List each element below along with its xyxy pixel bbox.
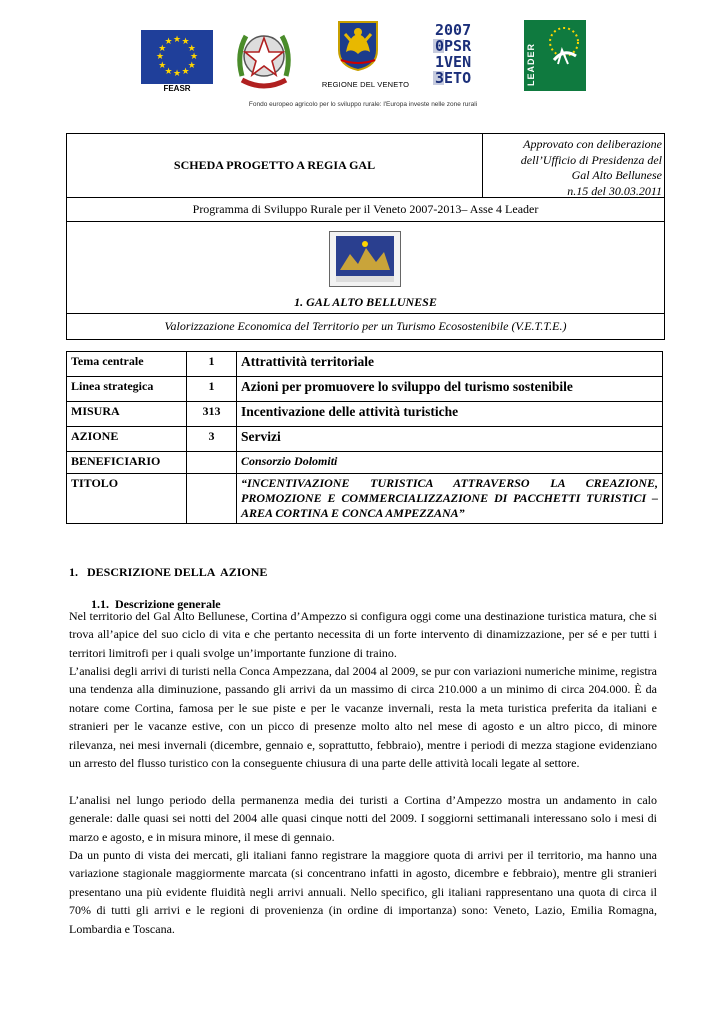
row-code: 1	[187, 352, 237, 377]
table-row	[67, 377, 663, 402]
beneficiario-value: Consorzio Dolomiti	[237, 452, 663, 474]
table-row	[67, 402, 663, 427]
row-code: 313	[187, 402, 237, 427]
psr-row-4: 3ETO	[435, 69, 472, 87]
table-row	[67, 352, 663, 377]
titolo-value: “INCENTIVAZIONE TURISTICA ATTRAVERSO LA CREAZIONE, PROMOZIONE E COMMERCIALIZZAZIONE DI PACCHETTI TURISTICI – AREA CORTINA E CONCA AMPEZZANA”	[237, 474, 663, 524]
subsection-heading: 1.1. Descrizione generale	[91, 597, 221, 611]
approval-note	[485, 137, 662, 199]
row-label: MISURA	[67, 402, 187, 427]
feasr-label: FEASR	[163, 84, 191, 93]
psr-row-2: 0PSR	[435, 37, 472, 55]
approval-line: Gal Alto Bellunese	[571, 168, 662, 182]
table-row	[67, 427, 663, 452]
scheda-title: SCHEDA PROGETTO A REGIA GAL	[173, 158, 376, 172]
row-label: AZIONE	[67, 427, 187, 452]
eu-star-icon: ★	[187, 43, 196, 54]
eu-star-icon: ★	[158, 43, 167, 54]
approval-line: n.15 del 30.03.2011	[567, 183, 662, 198]
paragraph: L’analisi degli arrivi di turisti nella Conca Ampezzana, dal 2004 al 2009, se pur con variazioni numeriche minime, registra una tendenza alla diminuzione, passando gli arrivi da un massimo di circa 210.000 a un minimo di circa 204.000. È da notare come Cortina, famosa per le sue piste e per le vacanze invernali, resta la meta turistica preferita da italiani e stranieri per le vacanze estive, con un picco di presenze molto alto nel mese di agosto e un altro picco, di minore rilevanza, nei mesi invernali (dicembre, gennaio e, soprattutto, febbraio), mentre i periodi di mezza stagione evidenziano un arresto del flusso turistico con la conseguente chiusura di una parte delle attività locali legate al settore.	[69, 664, 657, 771]
psr-row-1: 2007	[435, 21, 472, 39]
project-info-table	[66, 351, 663, 524]
row-code	[187, 474, 237, 524]
vette-subtitle: Valorizzazione Economica del Territorio per un Turismo Ecosostenibile (V.E.T.T.E.)	[164, 319, 567, 333]
gal-emblem-icon	[330, 232, 400, 286]
gal-title: 1. GAL ALTO BELLUNESE	[294, 295, 437, 309]
eu-star-icon: ★	[181, 37, 190, 48]
row-value: Attrattività territoriale	[237, 352, 663, 377]
eu-star-icon: ★	[158, 60, 167, 71]
eu-star-icon: ★	[156, 52, 165, 62]
regione-veneto-lion-logo	[337, 20, 379, 72]
eu-star-icon: ★	[181, 66, 190, 77]
eu-star-icon: ★	[187, 60, 196, 71]
leader-logo	[524, 20, 586, 91]
table-row	[67, 474, 663, 524]
leader-label: LEADER	[526, 42, 536, 86]
eu-star-icon: ★	[164, 66, 173, 77]
approval-line: Approvato con deliberazione	[523, 137, 662, 151]
eu-flag-logo	[141, 30, 213, 84]
row-code: 3	[187, 427, 237, 452]
eu-star-icon: ★	[190, 52, 199, 62]
header-box	[66, 133, 665, 340]
gal-alto-bellunese-emblem	[329, 231, 401, 287]
row-value: Incentivazione delle attività turistiche	[237, 402, 663, 427]
paragraph: Da un punto di vista dei mercati, gli italiani fanno registrare la maggiore quota di arrivi per il territorio, ma hanno una variazione stagionale maggiormente marcata (si concentrano infatti in agosto, dicembre e febbraio), mentre gli stranieri presentano una più evidente fluidità negli arrivi annuali. Nello specifico, gli italiani rappresentano una quota di circa il 70% di tutti gli arrivi e le regioni di provenienza (in ordine di importanza) sono: Veneto, Lazio, Emilia Romagna, Lombardia e Toscana.	[69, 848, 657, 936]
row-code	[187, 452, 237, 474]
row-code: 1	[187, 377, 237, 402]
fondo-caption: Fondo europeo agricolo per lo sviluppo rurale: l'Europa investe nelle zone rurali	[248, 101, 478, 108]
row-value: Servizi	[237, 427, 663, 452]
row-value: Azioni per promuovere lo sviluppo del turismo sostenibile	[237, 377, 663, 402]
approval-line: dell’Ufficio di Presidenza del	[520, 152, 662, 167]
row-label: TITOLO	[67, 474, 187, 524]
row-label: Linea strategica	[67, 377, 187, 402]
section-heading: 1. DESCRIZIONE DELLA AZIONE	[69, 565, 268, 579]
programma-line: Programma di Sviluppo Rurale per il Veneto 2007-2013– Asse 4 Leader	[192, 202, 539, 216]
italian-republic-emblem	[232, 24, 296, 94]
table-row	[67, 452, 663, 474]
eu-star-icon: ★	[173, 69, 182, 79]
row-label: BENEFICIARIO	[67, 452, 187, 474]
psr-row-3: 1VEN	[435, 53, 472, 71]
paragraph: Nel territorio del Gal Alto Bellunese, Cortina d’Ampezzo si configura oggi come una destinazione turistica matura, che si trova all’apice del suo ciclo di vita e che pertanto necessita di un forte intervento di dinamizzazione, per sé e per tutti i territori limitrofi per i quali svolge un’importante funzione di traino.	[69, 609, 657, 660]
eu-star-icon: ★	[173, 35, 182, 45]
regione-veneto-label: REGIONE DEL VENETO	[321, 80, 410, 89]
psr-veneto-logo	[433, 20, 495, 90]
eu-star-icon: ★	[164, 37, 173, 48]
row-label: Tema centrale	[67, 352, 187, 377]
paragraph: L’analisi nel lungo periodo della permanenza media dei turisti a Cortina d’Ampezzo mostra un andamento in calo generale: dalle quasi sei notti del 2004 alle quasi cinque notti del 2009. I soggiorni settimanali interessano solo i mesi di marzo e agosto, e in misura minore, il mese di gennaio.	[69, 793, 657, 844]
